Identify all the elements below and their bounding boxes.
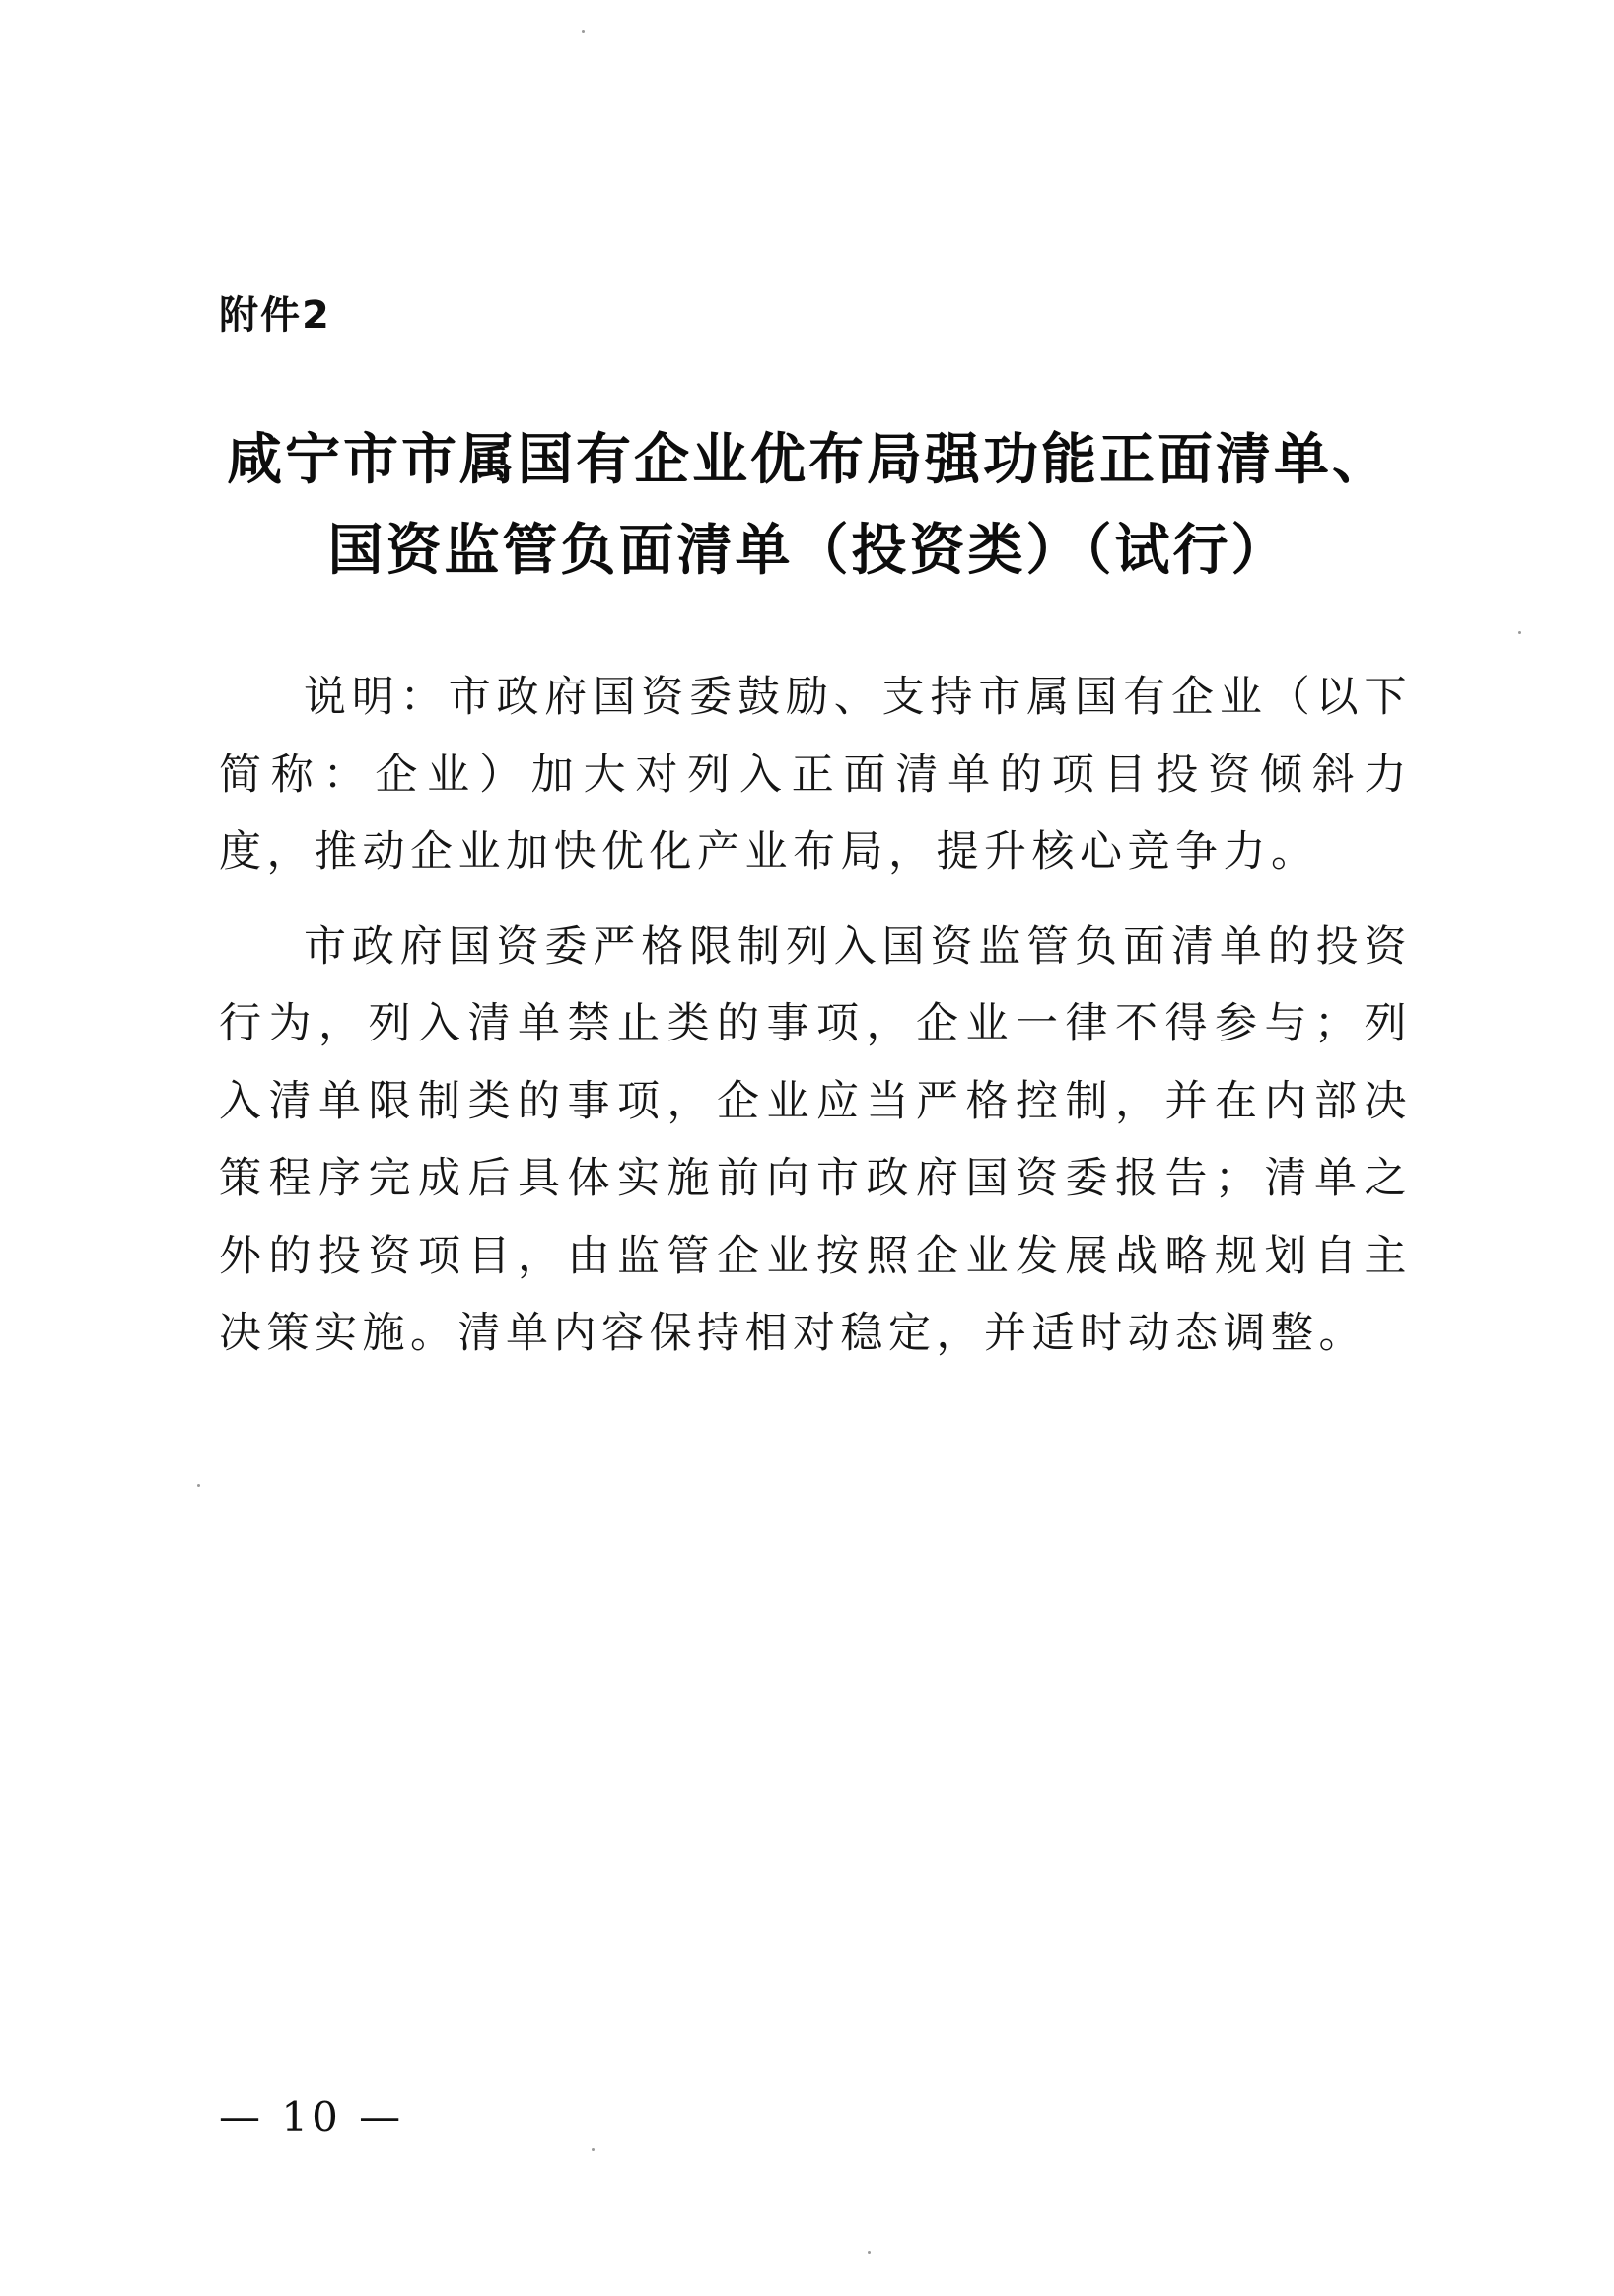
- paragraph-negative-list: 市政府国资委严格限制列入国资监管负面清单的投资行为，列入清单禁止类的事项，企业一律不得参与；列入清单限制类的事项，企业应当严格控制，并在内部决策程序完成后具体实施前向市政府国资委报告；清单之外的投资项目，由监管企业按照企业发展战略规划自主决策实施。清单内容保持相对稳定，并适时动态调整。: [219, 921, 1412, 1358]
- page-number: — 10 —: [219, 2093, 405, 2141]
- scan-speck: [592, 2148, 595, 2151]
- scan-speck: [582, 30, 585, 33]
- title-line-1: 咸宁市市属国有企业优布局强功能正面清单、: [227, 427, 1390, 492]
- scan-speck: [868, 2251, 871, 2254]
- title-line-2: 国资监管负面清单（投资类）（试行）: [327, 518, 1290, 583]
- document-title: [187, 414, 1430, 596]
- document-body: [219, 659, 1412, 1390]
- attachment-label: 附件2: [219, 293, 331, 338]
- scan-speck: [1518, 631, 1521, 634]
- scan-speck: [197, 1484, 200, 1487]
- paragraph-explanation: 说明：市政府国资委鼓励、支持市属国有企业（以下简称：企业）加大对列入正面清单的项目投资倾斜力度，推动企业加快优化产业布局，提升核心竞争力。: [219, 673, 1412, 877]
